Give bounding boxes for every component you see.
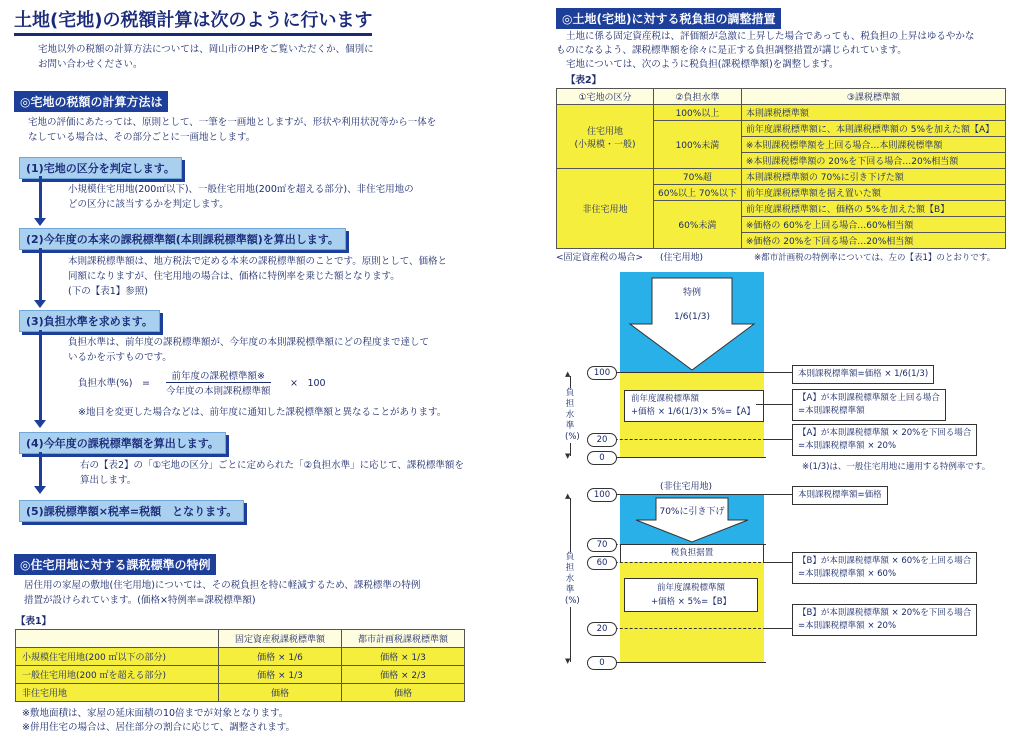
diagram-caption: <固定資産税の場合> bbox=[556, 253, 644, 263]
residential-formula-box: 前年度課税標準額 +価格 × 1/6(1/3)× 5%=【A】 bbox=[624, 390, 764, 422]
table-1-label: 【表1】 bbox=[16, 616, 52, 627]
note-special-rate: ※(1/3)は、一般住宅用地に適用する特例率です。 bbox=[802, 462, 991, 472]
step-3-heading: (3)負担水準を求めます。 bbox=[19, 310, 160, 332]
connector-line bbox=[756, 404, 792, 405]
formula-denominator: 今年度の本則課税標準額 bbox=[166, 382, 271, 397]
formula-times: × 100 bbox=[290, 378, 326, 389]
table-cell: ※本則課税標準額の 20%を下回る場合…20%相当額 bbox=[741, 153, 1005, 169]
table-row bbox=[16, 666, 465, 684]
step-5-heading: (5)課税標準額×税率=税額 となります。 bbox=[19, 500, 244, 522]
intro-text: 宅地以外の税額の計算方法については、岡山市のHPをご覧いただくか、個別に お問い合わせください。 bbox=[38, 44, 374, 70]
axis-arrow-down-icon: ▼ bbox=[565, 657, 571, 665]
table-1 bbox=[15, 629, 465, 702]
section-text-adjustment: 土地に係る固定資産税は、評価額が急激に上昇した場合であっても、税負担の上昇はゆるやかな ものになるよう、課税標準額を徐々に是正する負担調整措置が講じられています。 宅地については、次のように税負担(課税標準額)を調整します。 bbox=[556, 31, 975, 70]
tick-100: 100 bbox=[587, 488, 617, 502]
dashed-line-20 bbox=[600, 628, 766, 629]
axis-label: 負担水準(%) bbox=[565, 388, 580, 442]
table-cell: 一般住宅用地(200 ㎡を超える部分) bbox=[16, 666, 219, 684]
step-1-text: 小規模住宅用地(200㎡以下)、一般住宅用地(200㎡を超える部分)、非住宅用地の どの区分に該当するかを判定します。 bbox=[68, 184, 414, 210]
arrow-down-icon bbox=[34, 486, 46, 494]
note-box: 【B】が本則課税標準額 × 20%を下回る場合 =本則課税標準額 × 20% bbox=[792, 604, 977, 636]
table-cell: ※価格の 60%を上回る場合…60%相当額 bbox=[741, 217, 1005, 233]
page-title: 土地(宅地)の税額計算は次のように行います bbox=[14, 6, 372, 36]
tick-20: 20 bbox=[587, 433, 617, 447]
dashed-line-20 bbox=[600, 439, 766, 440]
table-header: ③課税標準額 bbox=[741, 89, 1005, 105]
flow-line bbox=[39, 452, 42, 488]
tick-0: 0 bbox=[587, 451, 617, 465]
connector-line bbox=[764, 494, 794, 495]
step-2-text: 本則課税標準額は、地方税法で定める本来の課税標準額のことです。原則として、価格と 同額になりますが、住宅用地の場合は、価格に特例率を乗じた額となります。 (下の【表1】参照) bbox=[68, 256, 448, 297]
connector-line bbox=[766, 439, 792, 440]
table-row bbox=[557, 169, 1006, 185]
table-2 bbox=[556, 88, 1006, 249]
table-cell: 100%未満 bbox=[654, 121, 742, 169]
table-cell: 60%以上 70%以下 bbox=[654, 185, 742, 201]
table-cell: 非住宅用地 bbox=[557, 169, 654, 249]
step-2-heading: (2)今年度の本来の課税標準額(本則課税標準額)を算出します。 bbox=[19, 228, 346, 250]
keep-burden-box: 税負担据置 bbox=[620, 544, 764, 563]
tick-70: 70 bbox=[587, 538, 617, 552]
tick-0: 0 bbox=[587, 656, 617, 670]
tick-60: 60 bbox=[587, 556, 617, 570]
axis-arrow-up-icon: ▲ bbox=[565, 492, 571, 500]
table-cell: 非住宅用地 bbox=[16, 684, 219, 702]
nonresidential-formula-box: 前年度課税標準額 +価格 × 5%=【B】 bbox=[624, 578, 758, 612]
formula-fraction bbox=[166, 368, 271, 397]
table-header: 都市計画税課税標準額 bbox=[342, 630, 465, 648]
note-box: 本則課税標準額=価格 bbox=[792, 486, 888, 505]
tick-20: 20 bbox=[587, 622, 617, 636]
table-2-label: 【表2】 bbox=[566, 75, 602, 86]
flow-line bbox=[39, 176, 42, 220]
connector-line bbox=[766, 628, 792, 629]
tick-100: 100 bbox=[587, 366, 617, 380]
section-text-tax-calc: 宅地の評価にあたっては、原則として、一筆を一画地としますが、形状や利用状況等から一体を なしている場合は、その部分ごとに一画地とします。 bbox=[28, 117, 437, 143]
step-1-heading: (1)宅地の区分を判定します。 bbox=[19, 157, 182, 179]
table-cell: 70%超 bbox=[654, 169, 742, 185]
section-heading-adjustment: ◎土地(宅地)に対する税負担の調整措置 bbox=[556, 8, 781, 29]
flow-line bbox=[39, 248, 42, 302]
table-cell: 価格 × 1/3 bbox=[342, 648, 465, 666]
table-cell: ※本則課税標準額を上回る場合…本則課税標準額 bbox=[741, 137, 1005, 153]
diagram-caption-note: ※都市計画税の特例率については、左の【表1】のとおりです。 bbox=[754, 253, 996, 263]
dashed-line-60 bbox=[600, 562, 766, 563]
table-row bbox=[16, 648, 465, 666]
table-cell: 本則課税標準額 bbox=[741, 105, 1005, 121]
table-cell: 前年度課税標準額を据え置いた額 bbox=[741, 185, 1005, 201]
axis-arrow-up-icon: ▲ bbox=[565, 370, 571, 378]
table-header: 固定資産税課税標準額 bbox=[219, 630, 342, 648]
note-box: 【A】が本則課税標準額を上回る場合 =本則課税標準額 bbox=[792, 389, 946, 421]
table-cell: 住宅用地 (小規模・一般) bbox=[557, 105, 654, 169]
arrow-down-icon bbox=[34, 420, 46, 428]
table-cell: 価格 × 1/3 bbox=[219, 666, 342, 684]
table-cell: 本則課税標準額の 70%に引き下げた額 bbox=[741, 169, 1005, 185]
table-cell: 価格 bbox=[219, 684, 342, 702]
axis-label: 負担水準(%) bbox=[565, 552, 580, 606]
connector-line bbox=[766, 562, 792, 563]
table-header: ②負担水準 bbox=[654, 89, 742, 105]
note-box: 本則課税標準額=価格 × 1/6(1/3) bbox=[792, 365, 934, 384]
section-text-residential: 居住用の家屋の敷地(住宅用地)については、その税負担を特に軽減するため、課税標準の特例 措置が設けられています。(価格×特例率=課税標準額) bbox=[24, 580, 421, 606]
table-cell: 価格 bbox=[342, 684, 465, 702]
arrow-label: 70%に引き下げ bbox=[659, 507, 725, 517]
axis-arrow-down-icon: ▼ bbox=[565, 452, 571, 460]
flow-line bbox=[39, 330, 42, 422]
table-cell: 100%以上 bbox=[654, 105, 742, 121]
table-header: ①宅地の区分 bbox=[557, 89, 654, 105]
section-heading-tax-calc: ◎宅地の税額の計算方法は bbox=[14, 91, 168, 112]
line-0 bbox=[600, 662, 766, 663]
table-header bbox=[16, 630, 219, 648]
step-3-text: 負担水準は、前年度の課税標準額が、今年度の本則課税標準額にどの程度まで達して いるかを示すものです。 bbox=[68, 337, 430, 363]
table-cell: 小規模住宅用地(200 ㎡以下の部分) bbox=[16, 648, 219, 666]
table-cell: 前年度課税標準額に、本則課税標準額の 5%を加えた額【A】 bbox=[741, 121, 1005, 137]
table-row bbox=[557, 89, 1006, 105]
table-cell: 60%未満 bbox=[654, 201, 742, 249]
section-heading-residential: ◎住宅用地に対する課税標準の特例 bbox=[14, 554, 216, 575]
diagram-caption-nonresidential: (非住宅用地) bbox=[660, 482, 713, 492]
arrow-label: 特例 bbox=[682, 288, 701, 298]
step-4-heading: (4)今年度の課税標準額を算出します。 bbox=[19, 432, 226, 454]
line-0 bbox=[600, 457, 766, 458]
down-arrow-icon bbox=[620, 494, 764, 544]
step-4-text: 右の【表2】の「①宅地の区分」ごとに定められた「②負担水準」に応じて、課税標準額を 算出します。 bbox=[80, 460, 464, 486]
line-100 bbox=[600, 372, 766, 373]
arrow-label: 1/6(1/3) bbox=[674, 312, 710, 322]
arrow-down-icon bbox=[34, 218, 46, 226]
table-row bbox=[16, 630, 465, 648]
line-100 bbox=[600, 494, 766, 495]
formula-numerator: 前年度の課税標準額※ bbox=[171, 371, 265, 382]
diagram-caption-residential: (住宅用地) bbox=[660, 253, 704, 263]
table-cell: 価格 × 2/3 bbox=[342, 666, 465, 684]
table-cell: 価格 × 1/6 bbox=[219, 648, 342, 666]
table-row bbox=[557, 105, 1006, 121]
table-cell: ※価格の 20%を下回る場合…20%相当額 bbox=[741, 233, 1005, 249]
dashed-line-70 bbox=[600, 544, 766, 545]
footnotes: ※敷地面積は、家屋の延床面積の10倍までが対象となります。 ※併用住宅の場合は、居住部分の割合に応じて、調整されます。 bbox=[22, 708, 296, 733]
nonresidential-yellow-area bbox=[620, 562, 764, 662]
note-box: 【B】が本則課税標準額 × 60%を上回る場合 =本則課税標準額 × 60% bbox=[792, 552, 977, 584]
table-cell: 前年度課税標準額に、価格の 5%を加えた額【B】 bbox=[741, 201, 1005, 217]
connector-line bbox=[764, 372, 794, 373]
arrow-down-icon bbox=[34, 300, 46, 308]
step-3-note: ※地目を変更した場合などは、前年度に通知した課税標準額と異なることがあります。 bbox=[78, 407, 447, 418]
note-box: 【A】が本則課税標準額 × 20%を下回る場合 =本則課税標準額 × 20% bbox=[792, 424, 977, 456]
formula-label: 負担水準(%) = bbox=[78, 378, 150, 389]
table-row bbox=[16, 684, 465, 702]
